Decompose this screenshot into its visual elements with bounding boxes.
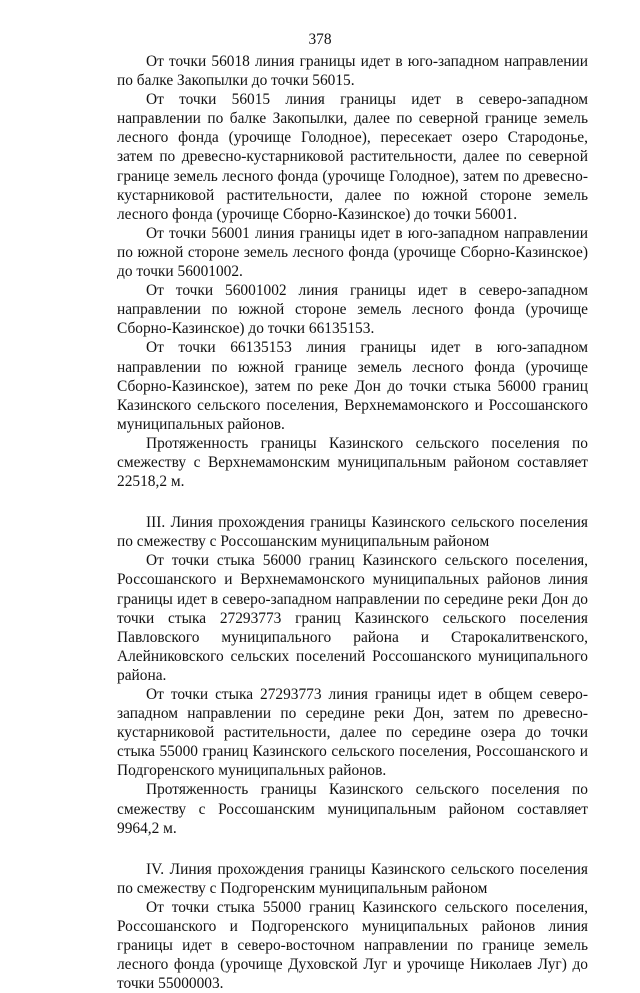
paragraph: Протяженность границы Казинского сельского поселения по смежеству с Россошанским муниципальным районом составляет 9964,2 м. xyxy=(117,781,588,837)
paragraph: От точки 56001002 линия границы идет в северо-западном направлении по южной стороне земель лесного фонда (урочище Сборно-Казинское) до точки 66135153. xyxy=(117,282,588,338)
section-heading: III. Линия прохождения границы Казинского сельского поселения по смежеству с Россошанским муниципальным районом xyxy=(117,514,588,551)
paragraph: От точки 56018 линия границы идет в юго-западном направлении по балке Закопылки до точки 56015. xyxy=(117,53,588,90)
section-gap xyxy=(117,491,588,513)
section-heading: IV. Линия прохождения границы Казинского сельского поселения по смежеству с Подгоренским муниципальным районом xyxy=(117,860,588,897)
paragraph: От точки стыка 27293773 линия границы идет в общем северо-западном направлении по середине реки Дон, затем по древесно-кустарниковой растительности, далее по середине озера до точки стыка 55000 границ Казинского сельского поселения, Россошанского и Подгоренского муниципальных районов. xyxy=(117,686,588,780)
paragraph: Протяженность границы Казинского сельского поселения по смежеству с Верхнемамонским муниципальным районом составляет 22518,2 м. xyxy=(117,434,588,491)
paragraph: От точки 56015 линия границы идет в северо-западном направлении по балке Закопылки, далее по северной границе земель лесного фонда (урочище Голодное), пересекает озеро Стародонье, затем по древесно-кустарниковой растительности, далее по северной границе земель лесного фонда (урочище Голодное), затем по древесно-кустарниковой растительности, далее по южной стороне земель лесного фонда (урочище Сборно-Казинское) до точки 56001. xyxy=(117,91,588,223)
paragraph: От точки стыка 56000 границ Казинского сельского поселения, Россошанского и Верхнемамонского муниципальных районов линия границы идет в северо-западном направлении по середине реки Дон до точки стыка 27293773 границ Казинского сельского поселения Павловского муниципального района и Старокалитвенского, Алейниковского сельских поселений Россошанского муниципального района. xyxy=(117,552,588,684)
document-body xyxy=(117,52,588,993)
section-gap xyxy=(117,838,588,860)
page-number: 378 xyxy=(308,31,332,48)
paragraph: От точки 56001 линия границы идет в юго-западном направлении по южной стороне земель лесного фонда (урочище Сборно-Казинское) до точки 56001002. xyxy=(117,224,588,281)
paragraph: От точки 66135153 линия границы идет в юго-западном направлении по южной границе земель лесного фонда (урочище Сборно-Казинское), затем по реке Дон до точки стыка 56000 границ Казинского сельского поселения, Верхнемамонского и Россошанского муниципальных районов. xyxy=(117,339,588,433)
paragraph: От точки стыка 55000 границ Казинского сельского поселения, Россошанского и Подгоренского муниципальных районов линия границы идет в северо-восточном направлении по границе земель лесного фонда (урочище Духовской Луг и урочище Николаев Луг) до точки 55000003. xyxy=(117,898,588,993)
